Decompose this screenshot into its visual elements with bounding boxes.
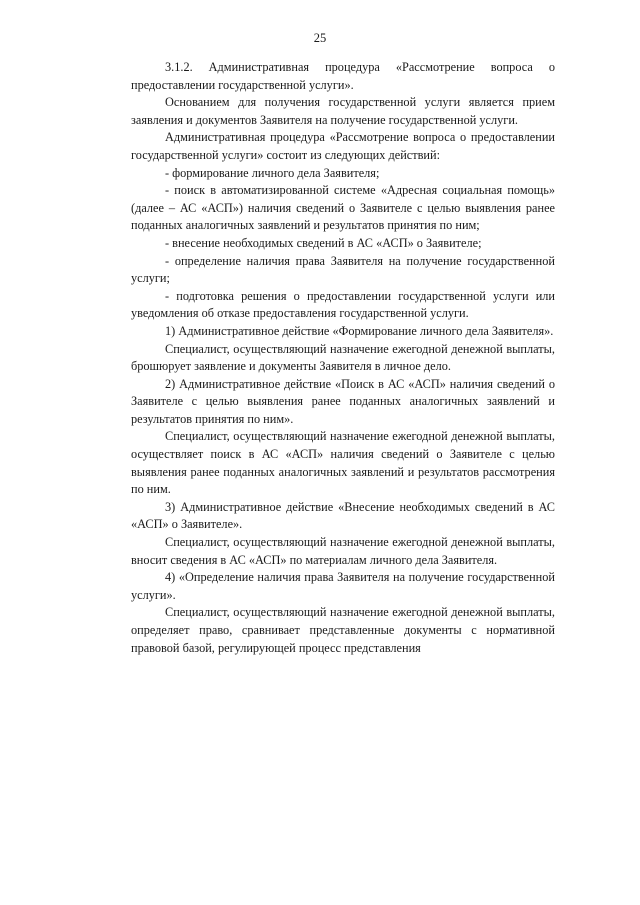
list-item-preparing-decision: - подготовка решения о предоставлении государственной услуги или уведомления об отказе предоставления государственной услуги. (131, 288, 555, 321)
action-3-heading: 3) Административное действие «Внесение необходимых сведений в АС «АСП» о Заявителе». (131, 499, 555, 532)
action-2-text: Специалист, осуществляющий назначение ежегодной денежной выплаты, осуществляет поиск в АС «АСП» наличия сведений о Заявителе с целью выявления ранее поданных аналогичных заявлений и результатов рассмотрения по ним. (131, 429, 555, 497)
action-3-text: Специалист, осуществляющий назначение ежегодной денежной выплаты, вносит сведения в АС «АСП» по материалам личного дела Заявителя. (131, 535, 555, 567)
list-item-entering-data: - внесение необходимых сведений в АС «АСП» о Заявителе; (165, 235, 482, 250)
document-body (131, 59, 555, 657)
paragraph-basis: Основанием для получения государственной услуги является прием заявления и документов Заявителя на получение государственной услуги. (131, 95, 555, 127)
action-1-heading: 1) Административное действие «Формирование личного дела Заявителя». (165, 323, 554, 338)
action-4-text: Специалист, осуществляющий назначение ежегодной денежной выплаты, определяет право, сравнивает представленные документы с нормативной правовой базой, регулирующей процесс представления (131, 605, 555, 655)
list-item-search-asp: - поиск в автоматизированной системе «Адресная социальная помощь» (далее – АС «АСП») наличия сведений о Заявителе с целью выявления ранее поданных аналогичных заявлений и результатов принятия по ним; (131, 183, 555, 233)
action-4-heading: 4) «Определение наличия права Заявителя на получение государственной услуги». (131, 570, 555, 602)
action-1-text: Специалист, осуществляющий назначение ежегодной денежной выплаты, брошюрует заявление и документы Заявителя в личное дело. (131, 341, 555, 374)
action-2-heading: 2) Административное действие «Поиск в АС «АСП» наличия сведений о Заявителе с целью выявления ранее поданных аналогичных заявлений и результатов принятия по ним». (131, 376, 555, 426)
paragraph-procedure-steps-intro: Административная процедура «Рассмотрение вопроса о предоставлении государственной услуги» состоит из следующих действий: (131, 130, 555, 162)
list-item-forming-file: - формирование личного дела Заявителя; (165, 165, 380, 180)
list-item-determining-right: - определение наличия права Заявителя на получение государственной услуги; (131, 253, 555, 286)
paragraph-procedure-heading: 3.1.2. Административная процедура «Рассмотрение вопроса о предоставлении государственной услуги». (131, 60, 555, 92)
page-number: 25 (313, 31, 327, 45)
